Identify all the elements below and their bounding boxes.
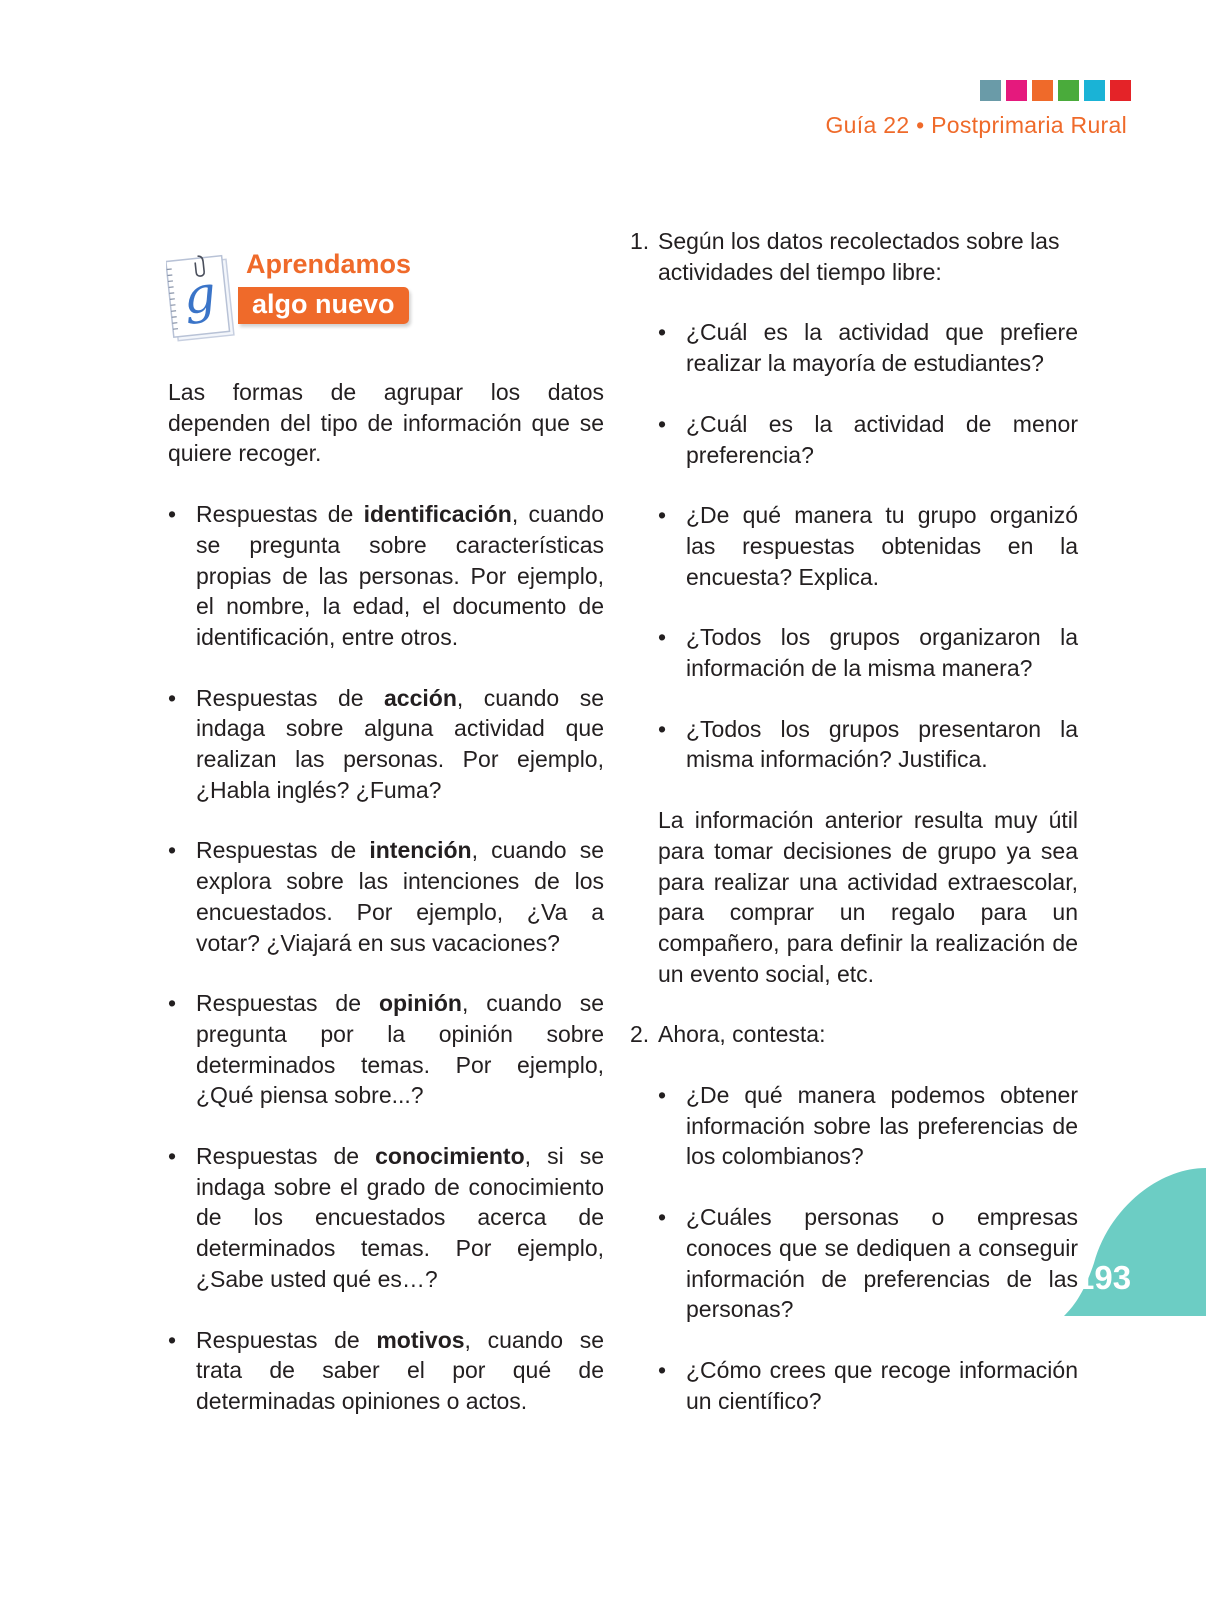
list-item bbox=[168, 1141, 604, 1295]
section-badge bbox=[166, 246, 426, 346]
question-text: Según los datos recolectados sobre las actividades del tiempo libre: bbox=[658, 228, 1060, 285]
list-item: • ¿De qué manera podemos obtener información sobre las preferencias de los colombianos? bbox=[658, 1080, 1078, 1172]
item-text: , cuando se trata de saber el por qué de determinadas opiniones o actos. bbox=[196, 1326, 604, 1414]
color-swatch bbox=[1084, 80, 1105, 101]
item-text: , cuando se pregunta sobre características propias de las personas. Por ejemplo, el nombre, la edad, el documento de identificación, entre otros. bbox=[196, 501, 604, 650]
list-item: • ¿Cuál es la actividad que prefiere realizar la mayoría de estudiantes? bbox=[658, 317, 1078, 378]
list-item: • ¿Cuáles personas o empresas conoces que se dediquen a conseguir información de preferencias de las personas? bbox=[658, 1202, 1078, 1325]
list-item bbox=[168, 835, 604, 958]
item-lead: Respuestas de bbox=[196, 837, 370, 864]
question-2 bbox=[630, 1019, 1078, 1050]
item-lead: Respuestas de bbox=[196, 990, 379, 1017]
list-item: • ¿Todos los grupos presentaron la misma información? Justifica. bbox=[658, 714, 1078, 775]
list-item bbox=[168, 988, 604, 1111]
item-term: opinión bbox=[378, 990, 462, 1017]
svg-text:g: g bbox=[180, 264, 219, 326]
item-text: , cuando se explora sobre las intenciones de los encuestados. Por ejemplo, ¿Va a votar? ¿Viajará en sus vacaciones? bbox=[196, 837, 605, 956]
color-swatch bbox=[1006, 80, 1027, 101]
item-term: intención bbox=[369, 837, 472, 864]
list-item: • ¿Todos los grupos organizaron la información de la misma manera? bbox=[658, 622, 1078, 683]
list-item bbox=[168, 683, 604, 806]
item-text: , cuando se indaga sobre alguna actividad que realizan las personas. Por ejemplo, ¿Habla inglés? ¿Fuma? bbox=[196, 684, 604, 803]
list-item: • ¿De qué manera tu grupo organizó las respuestas obtenidas en la encuesta? Explica. bbox=[658, 500, 1078, 592]
item-term: motivos bbox=[376, 1326, 465, 1353]
info-paragraph: La información anterior resulta muy útil para tomar decisiones de grupo ya sea para realizar una actividad extraescolar, para comprar un regalo para un compañero, para definir la realización de un evento social, etc. bbox=[658, 807, 1078, 987]
list-item bbox=[168, 499, 604, 653]
color-swatch bbox=[1058, 80, 1079, 101]
question-number: 1. bbox=[630, 228, 650, 254]
color-swatch bbox=[980, 80, 1001, 101]
item-lead: Respuestas de bbox=[196, 684, 385, 711]
item-lead: Respuestas de bbox=[196, 1143, 376, 1170]
badge-title: Aprendamos bbox=[246, 249, 412, 279]
question-1 bbox=[630, 226, 1078, 287]
item-text: , si se indaga sobre el grado de conocimiento de los encuestados acerca de determinados temas. Por ejemplo, ¿Sabe usted qué es…? bbox=[196, 1143, 605, 1292]
right-column bbox=[630, 226, 1078, 1446]
item-lead: Respuestas de bbox=[196, 501, 364, 528]
item-term: acción bbox=[384, 684, 457, 711]
list-item: • ¿Cuál es la actividad de menor preferencia? bbox=[658, 409, 1078, 470]
page-number: 193 bbox=[1076, 1259, 1132, 1296]
item-text: , cuando se pregunta por la opinión sobre determinados temas. Por ejemplo, ¿Qué piensa sobre...? bbox=[196, 990, 604, 1109]
item-lead: Respuestas de bbox=[196, 1326, 377, 1353]
color-swatch bbox=[1110, 80, 1131, 101]
list-item: • ¿Cómo crees que recoge información un científico? bbox=[658, 1355, 1078, 1416]
left-column bbox=[168, 377, 604, 1447]
question-number: 2. bbox=[630, 1021, 650, 1048]
question-text: Ahora, contesta: bbox=[658, 1021, 826, 1048]
list-item bbox=[168, 1325, 604, 1417]
running-head: Guía 22 • Postprimaria Rural bbox=[825, 112, 1127, 138]
item-term: identificación bbox=[363, 501, 512, 528]
item-term: conocimiento bbox=[375, 1143, 525, 1170]
badge-subtitle: algo nuevo bbox=[238, 287, 409, 324]
color-swatch-bar bbox=[980, 80, 1131, 101]
intro-paragraph: Las formas de agrupar los datos dependen del tipo de información que se quiere recoger. bbox=[168, 379, 604, 467]
question-2-bullets bbox=[658, 1080, 1078, 1416]
color-swatch bbox=[1032, 80, 1053, 101]
notebook-letter-g-icon bbox=[166, 254, 238, 344]
question-1-bullets bbox=[658, 317, 1078, 775]
